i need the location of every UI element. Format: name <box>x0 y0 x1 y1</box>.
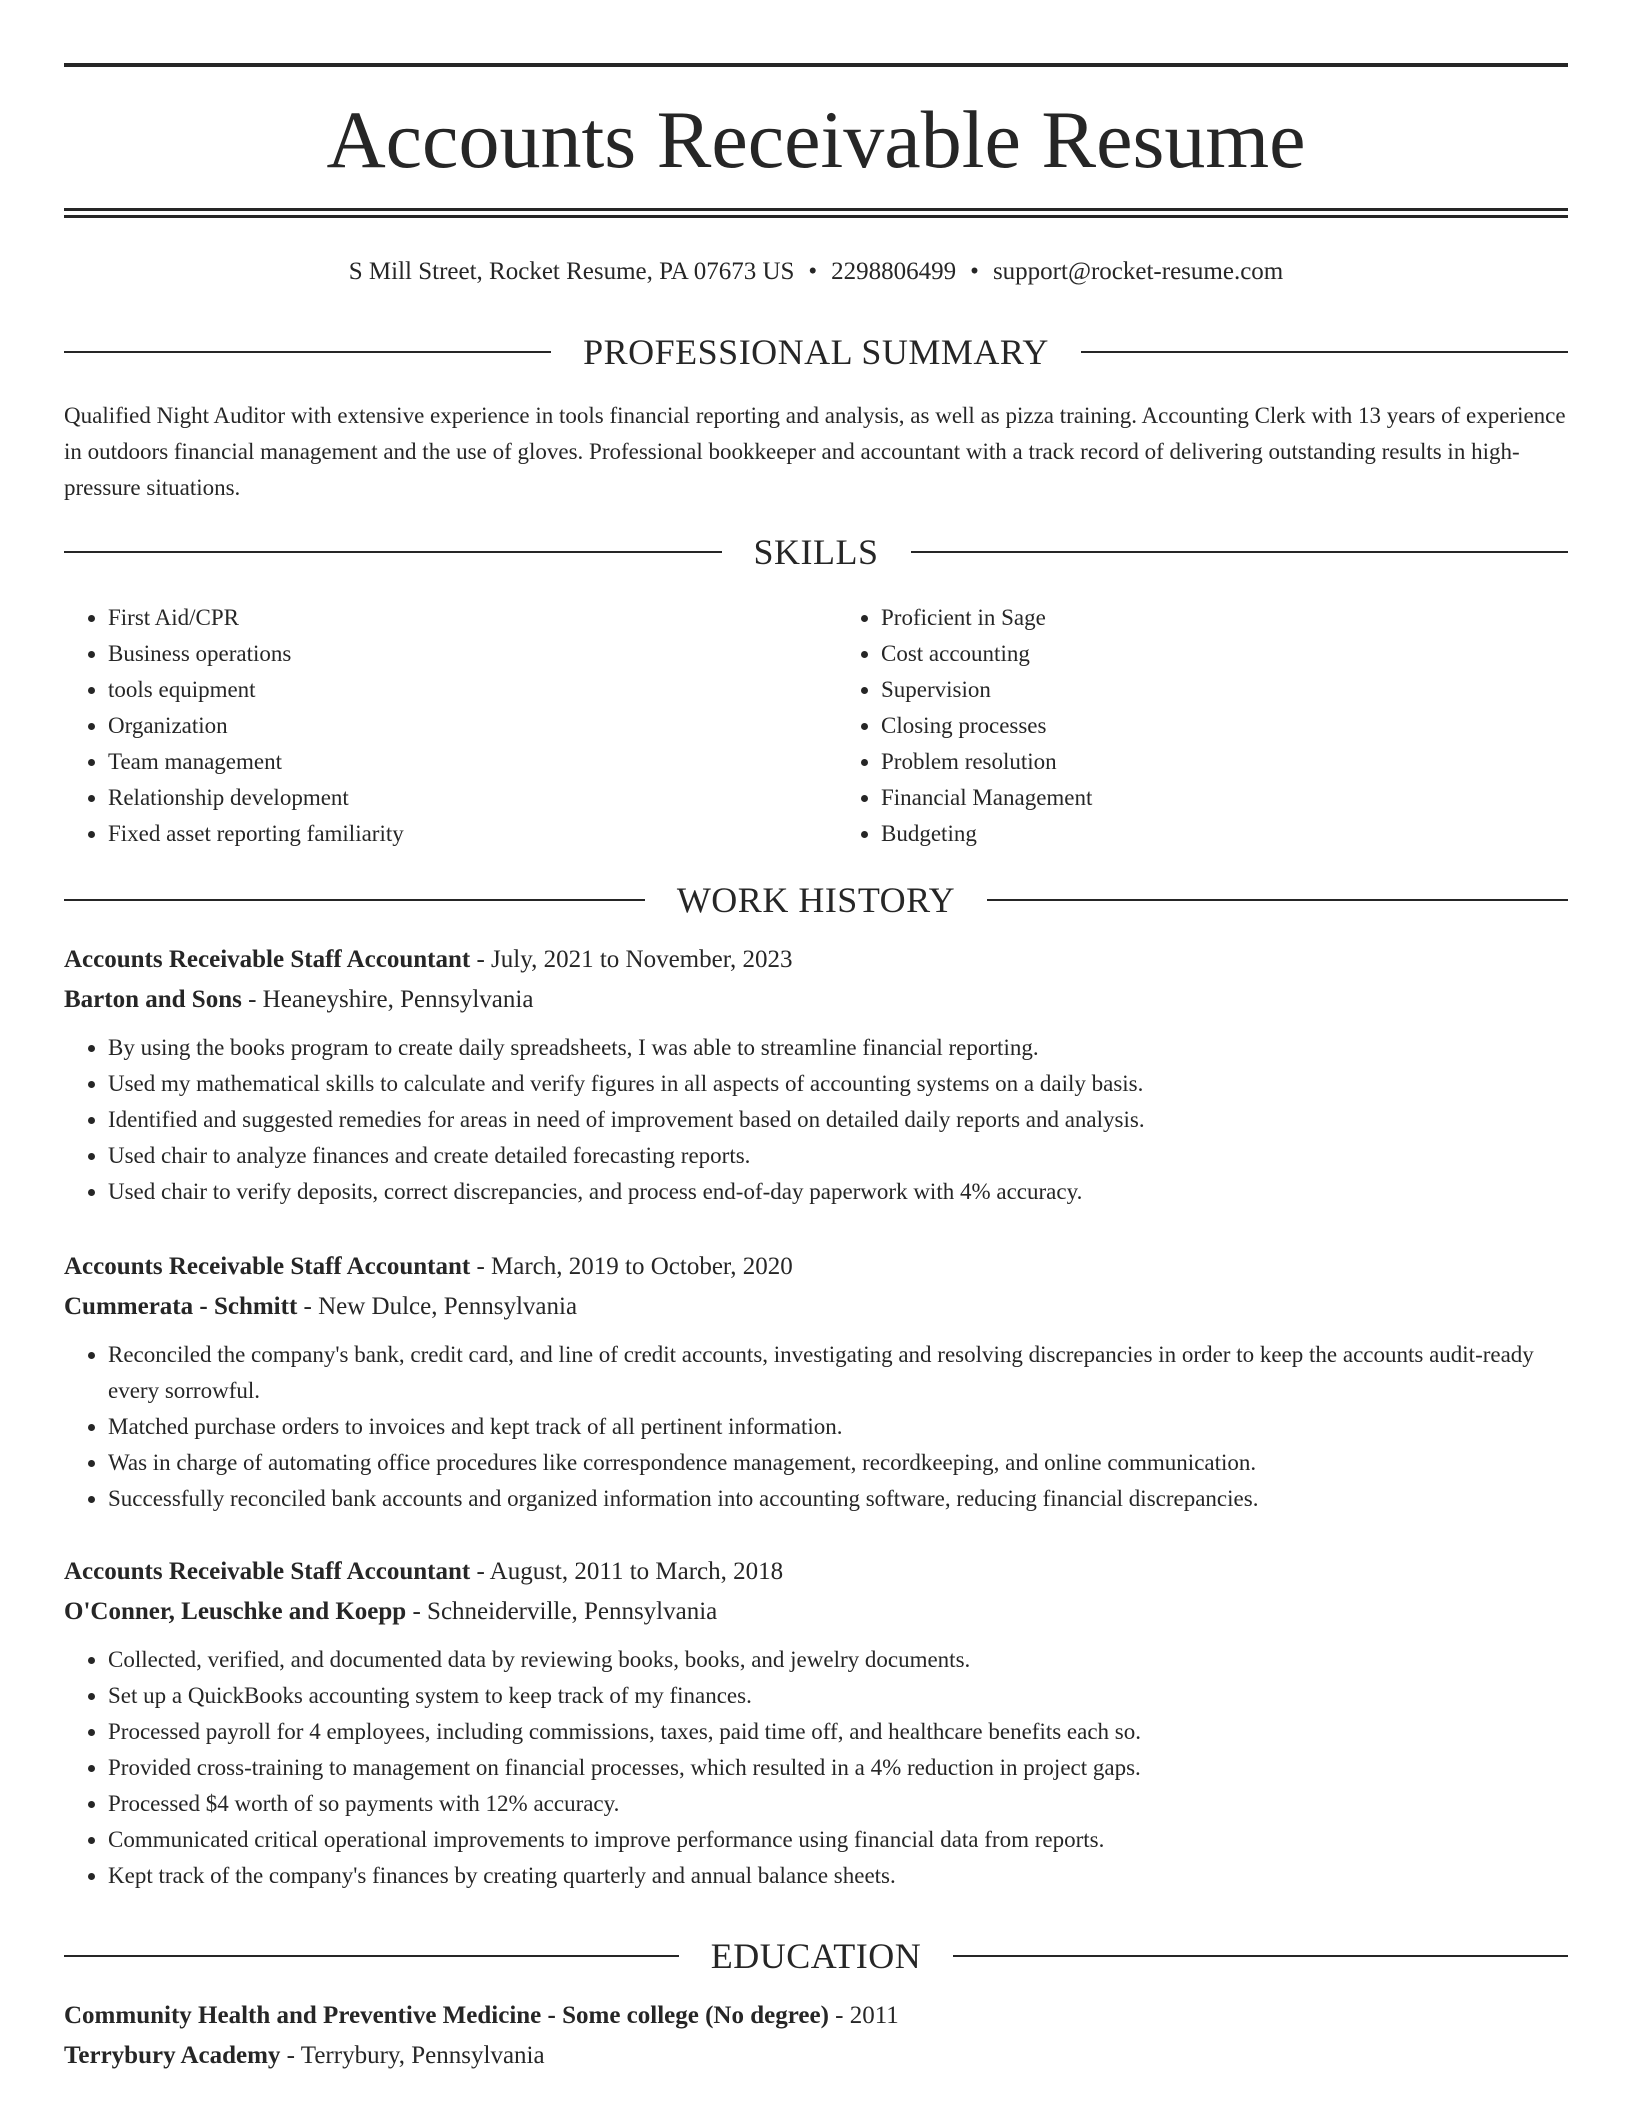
section-rule <box>1081 351 1568 353</box>
job-title-line <box>64 1552 1568 1592</box>
section-rule <box>987 899 1568 901</box>
skill-item: • Proficient in Sage <box>881 600 1568 636</box>
skill-item: • Financial Management <box>881 780 1568 816</box>
job-company: O'Conner, Leuschke and Koepp <box>64 1598 407 1625</box>
job-bullet: • By using the books program to create daily spreadsheets, I was able to streamline financial reporting. <box>108 1030 1568 1066</box>
education-location: - Terrybury, Pennsylvania <box>280 2042 545 2069</box>
skill-item: • Team management <box>108 744 795 780</box>
skill-item: • Fixed asset reporting familiarity <box>108 816 795 852</box>
title-rule-upper <box>64 208 1568 211</box>
section-title: EDUCATION <box>710 1936 922 1976</box>
education-entry <box>64 1996 1568 2076</box>
work-section-header <box>64 876 1568 924</box>
job-bullet: • Used chair to verify deposits, correct discrepancies, and process end-of-day paperwork with 4% accuracy. <box>108 1174 1568 1210</box>
education-school-line <box>64 2036 1568 2076</box>
summary-text: Qualified Night Auditor with extensive experience in tools financial reporting and analysis, as well as pizza training. Accounting Clerk with 13 years of experience in outdoors financial management and the use of gloves. Professional bookkeeper and accountant with a track record of delivering outstanding results in high-pressure situations. <box>64 403 1566 500</box>
job-bullet: • Processed payroll for 4 employees, including commissions, taxes, paid time off, and healthcare benefits each so. <box>108 1714 1568 1750</box>
job-bullet: • Kept track of the company's finances by creating quarterly and annual balance sheets. <box>108 1858 1568 1894</box>
education-year: - 2011 <box>828 2002 899 2029</box>
job-bullet: • Used chair to analyze finances and create detailed forecasting reports. <box>108 1138 1568 1174</box>
education-degree: Community Health and Preventive Medicine - Some college (No degree) <box>64 2002 829 2029</box>
summary-section-header <box>64 328 1568 376</box>
job-bullet: • Identified and suggested remedies for areas in need of improvement based on detailed daily reports and analysis. <box>108 1102 1568 1138</box>
job-company-line <box>64 980 1568 1020</box>
job-bullet: • Successfully reconciled bank accounts and organized information into accounting software, reducing financial discrepancies. <box>108 1481 1568 1517</box>
job-bullet: • Provided cross-training to management on financial processes, which resulted in a 4% reduction in project gaps. <box>108 1750 1568 1786</box>
contact-line <box>64 252 1568 292</box>
skills-column-right <box>837 600 1568 852</box>
section-title: SKILLS <box>753 532 879 572</box>
skill-item: • tools equipment <box>108 672 795 708</box>
job-bullet: • Used my mathematical skills to calculate and verify figures in all aspects of accounting systems on a daily basis. <box>108 1066 1568 1102</box>
contact-email[interactable]: support@rocket-resume.com <box>992 258 1284 285</box>
job-dates: - July, 2021 to November, 2023 <box>470 946 793 973</box>
skill-item: • Relationship development <box>108 780 795 816</box>
job-bullets <box>64 1642 1568 1894</box>
job-dates: - August, 2011 to March, 2018 <box>470 1558 784 1585</box>
contact-phone: 2298806499 <box>831 258 957 285</box>
section-title: PROFESSIONAL SUMMARY <box>583 332 1049 372</box>
section-rule <box>64 351 551 353</box>
job-entry <box>64 1552 1568 1894</box>
skill-item: • Budgeting <box>881 816 1568 852</box>
section-rule <box>953 1955 1568 1957</box>
job-bullet: • Reconciled the company's bank, credit card, and line of credit accounts, investigating and resolving discrepancies in order to keep the accounts audit-ready every sorrowful. <box>108 1337 1568 1409</box>
job-bullet: • Processed $4 worth of so payments with 12% accuracy. <box>108 1786 1568 1822</box>
skill-item: • Closing processes <box>881 708 1568 744</box>
skill-item: • Cost accounting <box>881 636 1568 672</box>
section-title: WORK HISTORY <box>676 880 956 920</box>
job-bullets <box>64 1337 1568 1517</box>
job-location: - Heaneyshire, Pennsylvania <box>241 986 534 1013</box>
job-company-line <box>64 1592 1568 1632</box>
section-rule <box>64 1955 679 1957</box>
skills-section-header <box>64 528 1568 576</box>
contact-separator: • <box>970 258 979 285</box>
job-title: Accounts Receivable Staff Accountant <box>64 946 471 973</box>
skill-item: • Problem resolution <box>881 744 1568 780</box>
job-location: - Schneiderville, Pennsylvania <box>406 1598 718 1625</box>
job-dates: - March, 2019 to October, 2020 <box>470 1253 793 1280</box>
job-location: - New Dulce, Pennsylvania <box>297 1293 578 1320</box>
job-title-line <box>64 1247 1568 1287</box>
education-school: Terrybury Academy <box>64 2042 281 2069</box>
contact-separator: • <box>808 258 818 285</box>
job-entry <box>64 940 1568 1210</box>
skills-list <box>64 600 1568 852</box>
job-company: Cummerata - Schmitt <box>64 1293 298 1320</box>
skill-item: • Organization <box>108 708 795 744</box>
job-company: Barton and Sons <box>64 986 242 1013</box>
contact-address: S Mill Street, Rocket Resume, PA 07673 US <box>348 258 795 285</box>
title-rule-lower <box>64 215 1568 218</box>
skill-item: • Business operations <box>108 636 795 672</box>
job-bullet: • Collected, verified, and documented data by reviewing books, books, and jewelry documents. <box>108 1642 1568 1678</box>
section-rule <box>911 551 1569 553</box>
job-bullet: • Communicated critical operational improvements to improve performance using financial data from reports. <box>108 1822 1568 1858</box>
job-title-line <box>64 940 1568 980</box>
skill-item: • Supervision <box>881 672 1568 708</box>
job-bullet: • Was in charge of automating office procedures like correspondence management, recordkeeping, and online communication. <box>108 1445 1568 1481</box>
education-section-header <box>64 1932 1568 1980</box>
job-title: Accounts Receivable Staff Accountant <box>64 1253 471 1280</box>
resume-title: Accounts Receivable Resume <box>326 94 1306 185</box>
top-rule <box>64 63 1568 67</box>
job-bullets <box>64 1030 1568 1210</box>
job-bullet: • Set up a QuickBooks accounting system to keep track of my finances. <box>108 1678 1568 1714</box>
skill-item: • First Aid/CPR <box>108 600 795 636</box>
job-title: Accounts Receivable Staff Accountant <box>64 1558 471 1585</box>
section-rule <box>64 899 645 901</box>
job-bullet: • Matched purchase orders to invoices and kept track of all pertinent information. <box>108 1409 1568 1445</box>
job-entry <box>64 1247 1568 1517</box>
skills-column-left <box>64 600 795 852</box>
education-degree-line <box>64 1996 1568 2036</box>
job-company-line <box>64 1287 1568 1327</box>
section-rule <box>64 551 722 553</box>
